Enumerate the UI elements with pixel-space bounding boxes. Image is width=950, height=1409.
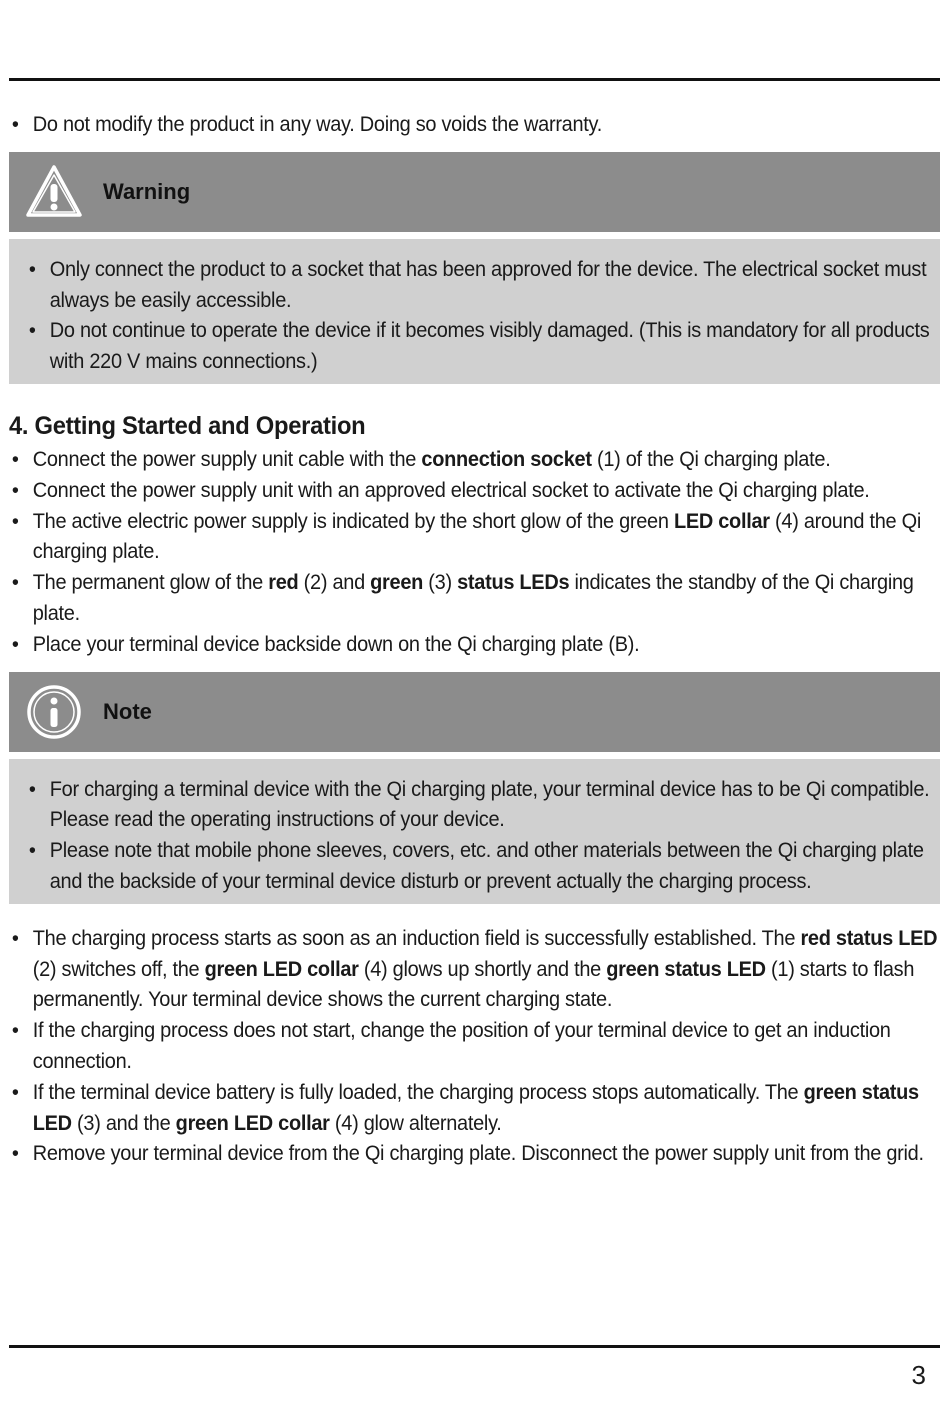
list-item: • Do not modify the product in any way. Doing so voids the warranty. [9,110,950,141]
list-item: • Connect the power supply unit with an approved electrical socket to activate the Qi charging plate. [9,476,950,507]
list-item: • Do not continue to operate the device if it becomes visibly damaged. (This is mandatory for all products with 220 V mains connections.) [26,316,950,378]
list-item: • For charging a terminal device with the Qi charging plate, your terminal device has to be Qi compatible. Please read the operating instructions of your device. [26,775,950,837]
section-list [9,445,940,661]
after-note-list [9,924,940,1170]
intro-list [9,110,940,141]
list-item: • The active electric power supply is indicated by the short glow of the green LED collar (4) around the Qi charging plate. [9,507,950,569]
list-item: • Only connect the product to a socket that has been approved for the device. The electrical socket must always be easily accessible. [26,255,950,317]
list-item: • Place your terminal device backside down on the Qi charging plate (B). [9,630,950,661]
top-rule [9,78,940,81]
list-item: • Connect the power supply unit cable with the connection socket (1) of the Qi charging plate. [9,445,950,476]
list-item: • Please note that mobile phone sleeves, covers, etc. and other materials between the Qi charging plate and the backside of your terminal device disturb or prevent actually the charging process. [26,836,950,898]
page-number: 3 [911,1360,926,1390]
page-content [9,110,940,1170]
section-heading: 4. Getting Started and Operation [9,411,366,440]
info-icon [25,683,83,741]
warning-triangle-icon [25,163,83,221]
note-body [9,759,940,904]
note-header [9,672,940,752]
list-item: • The permanent glow of the red (2) and green (3) status LEDs indicates the standby of the Qi charging plate. [9,568,950,630]
list-item: • If the terminal device battery is fully loaded, the charging process stops automatically. The green status LED (3) and the green LED collar (4) glow alternately. [9,1078,950,1140]
warning-body [9,239,940,384]
list-item: • Remove your terminal device from the Qi charging plate. Disconnect the power supply unit from the grid. [9,1139,950,1170]
warning-title: Warning [103,178,191,204]
warning-header [9,152,940,232]
list-item: • If the charging process does not start, change the position of your terminal device to get an induction connection. [9,1016,950,1078]
note-title: Note [103,698,152,724]
bottom-rule [9,1345,940,1348]
list-item: • The charging process starts as soon as an induction field is successfully established. The red status LED (2) switches off, the green LED collar (4) glows up shortly and the green status LED (1) starts to flash permanently. Your terminal device shows the current charging state. [9,924,950,1016]
